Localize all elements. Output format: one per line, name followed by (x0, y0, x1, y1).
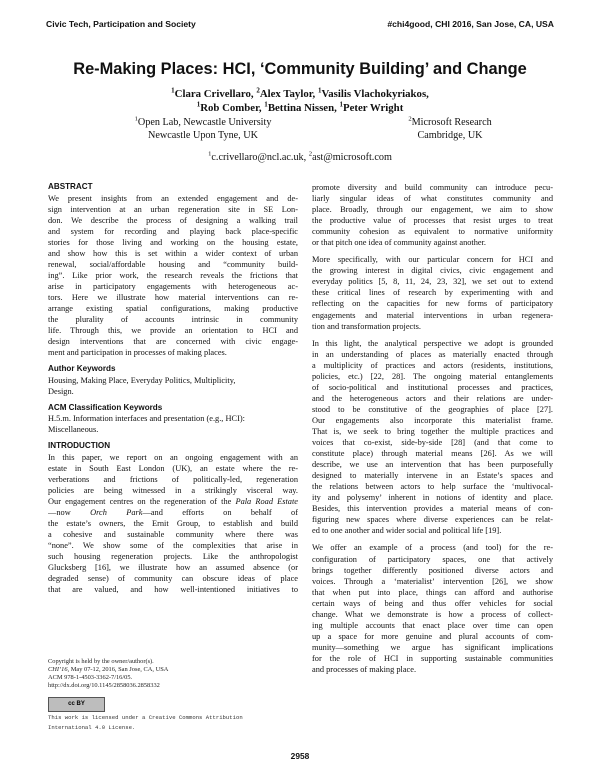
intro-line: verberations and frictions of politically-led, regeneration (48, 474, 298, 484)
body-line: figuring new spaces where diverse experiences can be relat- (312, 515, 553, 525)
body-line: voices that co-exist, side-by-side [28] (and that come to (312, 438, 553, 448)
body-line: in an understanding of places as materially enacted through (312, 349, 553, 359)
body-line: We offer an example of a process (and tool) for the re- (312, 543, 553, 553)
affil-marker: 2 (408, 115, 412, 123)
body-line: community cohesion as equivalent to normative uniformity (312, 227, 553, 237)
affiliation-right (370, 117, 530, 142)
email-2: ast@microsoft.com (312, 152, 392, 163)
intro-line: degraded sense) of community can obscure ideas of place (48, 574, 298, 584)
cc-license-badge: cc BY (48, 697, 105, 712)
abstract-line: and system for recording and playing back place-specific (48, 226, 298, 236)
abstract-line: ing”. Like prior work, the research reveals the frictions that (48, 270, 298, 280)
body-line: promote diversity and build community can introduce pecu- (312, 183, 553, 192)
body-line: configuration of participatory spaces, one that actively (312, 554, 553, 564)
body-line: designed to materially intervene in an Estate’s spaces and (312, 471, 553, 481)
intro-line (48, 496, 298, 507)
body-line: munity—something we argue has significant implications (312, 642, 553, 652)
body-line: More specifically, with our particular concern for HCI and (312, 255, 553, 265)
author-name: Vasilis Vlachokyriakos, (321, 88, 429, 100)
body-line: Besides, this intervention provides a material means of con- (312, 504, 553, 514)
affil-marker: 1 (339, 100, 344, 109)
abstract-line: sign intervention at an urban regeneration site in SE Lon- (48, 204, 298, 214)
intro-line (48, 507, 298, 518)
body-line: Our engagements also incorporate this materialist frame. (312, 415, 553, 425)
keywords-line: Housing, Making Place, Everyday Politics, Multiplicity, (48, 375, 236, 385)
paper-title: Re-Making Places: HCI, ‘Community Building’ and Change (73, 60, 527, 78)
author-line-1 (0, 88, 600, 100)
body-line: these critical lines of research by experimenting with and (312, 288, 553, 298)
body-line: change. What we demonstrate is how a process of collect- (312, 609, 553, 619)
body-line: or that pitch one idea of community against another. (312, 238, 487, 248)
body-line: voices. Through a ‘materialist’ intervention [26], we show (312, 576, 553, 586)
license-line: International 4.0 License. (48, 723, 136, 731)
affil-marker: 1 (171, 86, 175, 95)
affiliation-location: Newcastle Upon Tyne, UK (147, 129, 258, 141)
body-line: for the role of HCI in supporting sustainable communities (312, 653, 553, 663)
intro-line: estate in South East London (UK), an estate where the re- (48, 463, 298, 473)
abstract-heading: ABSTRACT (48, 182, 93, 191)
abstract-line: renewal, social/affordable housing and “community build- (48, 259, 298, 269)
affil-marker: 2 (308, 150, 313, 158)
body-line: policies, etc.) [22, 28]. The ongoing material entanglements (312, 371, 553, 381)
email-1: c.crivellaro@ncl.ac.uk, (211, 152, 309, 163)
body-line: the productive value of processes that resist urges to treat (312, 216, 553, 226)
body-line: constitute place) through material means [26]. As we will (312, 449, 553, 459)
abstract-line: ment and participation in processes of making places. (48, 348, 227, 358)
affiliation-name: Open Lab, Newcastle University (137, 117, 272, 128)
body-line: ity and polysemy’ inherent in notions of identity and place. (312, 493, 553, 503)
abstract-line: arise in participatory engagements with heterogeneous ac- (48, 281, 298, 291)
copyright-line: Copyright is held by the owner/author(s). (48, 658, 154, 665)
intro-line: that are valued, and how well-intentioned initiatives to (48, 585, 298, 595)
page-number: 2958 (290, 751, 310, 761)
intro-line: In this paper, we report on an ongoing engagement with an (48, 452, 298, 462)
body-line: In this light, the analytical perspective we adopt is grounded (312, 338, 553, 348)
intro-line: the estate’s owners, the Ernit Group, to establish and build (48, 519, 298, 529)
affiliation-location: Cambridge, UK (417, 129, 483, 141)
author-emails (0, 152, 600, 163)
abstract-line: design interventions that are concerned with civic engage- (48, 337, 298, 347)
affil-marker: 1 (134, 115, 138, 123)
body-line: the relations between actors to help surface the ‘multivocal- (312, 482, 553, 492)
abstract-line: and show how this is set within a wider context of urban (48, 248, 298, 258)
body-line: ing multiple accounts that enact place over time can open (312, 620, 553, 630)
affiliation-name: Microsoft Research (411, 117, 492, 128)
intro-line: such housing regeneration projects. Like the anthropologist (48, 552, 298, 562)
conference-name: CHI’16 (48, 665, 68, 673)
right-para-3 (312, 338, 553, 537)
body-line: everyday politics [5, 8, 11, 24, 23, 32], we set out to extend (312, 277, 553, 287)
abstract-line: arrange existing spatial configurations, making productive (48, 303, 298, 313)
conference-line (48, 666, 278, 674)
author-name: Clara Crivellaro, (174, 88, 257, 100)
affil-marker: 1 (208, 150, 212, 158)
right-column (312, 182, 553, 681)
affiliation-left (98, 117, 308, 142)
left-column (48, 182, 298, 602)
doi-link[interactable]: http://dx.doi.org/10.1145/2858036.2858332 (48, 681, 160, 689)
body-line: engagements and material interventions in urban regenera- (312, 310, 553, 320)
abstract-line: tors. Here we illustrate how material interventions can re- (48, 292, 298, 302)
intro-line-text: —and efforts on behalf of (142, 508, 298, 518)
intro-line: “none”. We show some of the complexities that arise in (48, 541, 298, 551)
author-name: Rob Comber, (200, 102, 265, 114)
right-para-2 (312, 254, 553, 331)
body-line: liarly singular ideas of what constitutes community and (312, 194, 553, 204)
running-header-venue: #chi4good, CHI 2016, San Jose, CA, USA (387, 19, 554, 29)
body-line: the growing interest in digital civics, civic engagement and (312, 266, 553, 276)
running-header-section: Civic Tech, Participation and Society (46, 19, 196, 29)
body-line: describe, we use an intervention that has been purposefully (312, 460, 553, 470)
affil-marker: 1 (317, 86, 322, 95)
intro-line: Glucksberg [16], we illustrate how an assumed absence (or (48, 563, 298, 573)
body-line: of socio-political and institutional processes and practices, (312, 382, 553, 392)
keywords-heading: Author Keywords (48, 364, 116, 374)
body-line: place. Broadly, through our engagement, we aim to show (312, 205, 553, 215)
body-line: stood to be constitutive of the geographies of place [27]. (312, 404, 553, 414)
abstract-line: life. Through this, we provide an orientation to HCI and (48, 326, 298, 336)
right-para-1 (312, 182, 553, 248)
body-line: a multiplicity of practices and actors (residents, institutions, (312, 360, 553, 370)
introduction-heading: INTRODUCTION (48, 441, 111, 451)
copyright-block (48, 658, 278, 690)
body-line: tion and transformation projects. (312, 321, 421, 331)
keywords-body (48, 375, 298, 397)
abstract-line: the plurality of accounts intrinsic in community (48, 315, 298, 325)
intro-line: a cohesive and sustainable community where there was (48, 530, 298, 540)
author-name: Alex Taylor, (259, 88, 318, 100)
acm-heading: ACM Classification Keywords (48, 402, 163, 412)
author-name: Peter Wright (343, 102, 404, 114)
body-line: brings together differently positioned diverse actors and (312, 565, 553, 575)
license-text (48, 713, 243, 732)
estate-new-name: Orch Park (90, 508, 143, 518)
affil-marker: 1 (196, 100, 201, 109)
body-line: ed to one another and wider social and political life [19]. (312, 526, 502, 536)
acm-body (48, 413, 298, 435)
body-line: up a space for more genuine and plural accounts of com- (312, 631, 553, 641)
body-line: certain ways of being and thus offer vehicles for social (312, 598, 553, 608)
abstract-line: We present insights from an extended engagement and de- (48, 193, 298, 203)
right-para-4 (312, 542, 553, 675)
body-line: and processes of making place. (312, 664, 417, 674)
intro-line-text: —now (48, 508, 91, 518)
isbn-line: ACM 978-1-4503-3362-7/16/05. (48, 673, 133, 681)
affil-marker: 1 (264, 100, 268, 109)
body-line: reflecting on the capacities for new forms of participatory (312, 299, 553, 309)
abstract-body (48, 193, 298, 359)
body-line: that when put into place, things can afford and authorise (312, 587, 553, 597)
body-line: That is, we seek to bring together the multiple practices and (312, 426, 553, 436)
acm-line: H.5.m. Information interfaces and presentation (e.g., HCI): (48, 414, 245, 424)
body-line: and the heterogeneous actors and their relations are under- (312, 393, 553, 403)
intro-line-text: Our engagement centres on the regeneration of the (48, 497, 236, 507)
conference-details: , May 07-12, 2016, San Jose, CA, USA (67, 665, 169, 673)
estate-old-name: Pala Road Estate (235, 497, 298, 507)
abstract-line: don. We describe the process of designing a walking trail (48, 215, 298, 225)
author-line-2 (0, 102, 600, 114)
acm-line: Miscellaneous. (48, 425, 99, 435)
introduction-body (48, 452, 298, 596)
license-line: This work is licensed under a Creative Commons Attribution (48, 714, 243, 721)
affil-marker: 2 (256, 86, 260, 95)
abstract-line: stories for those living and working on the housing estate, (48, 237, 298, 247)
keywords-line: Design. (48, 386, 74, 396)
author-name: Bettina Nissen, (267, 102, 340, 114)
intro-line: policies are being witnessed in a strikingly visceral way. (48, 486, 298, 496)
